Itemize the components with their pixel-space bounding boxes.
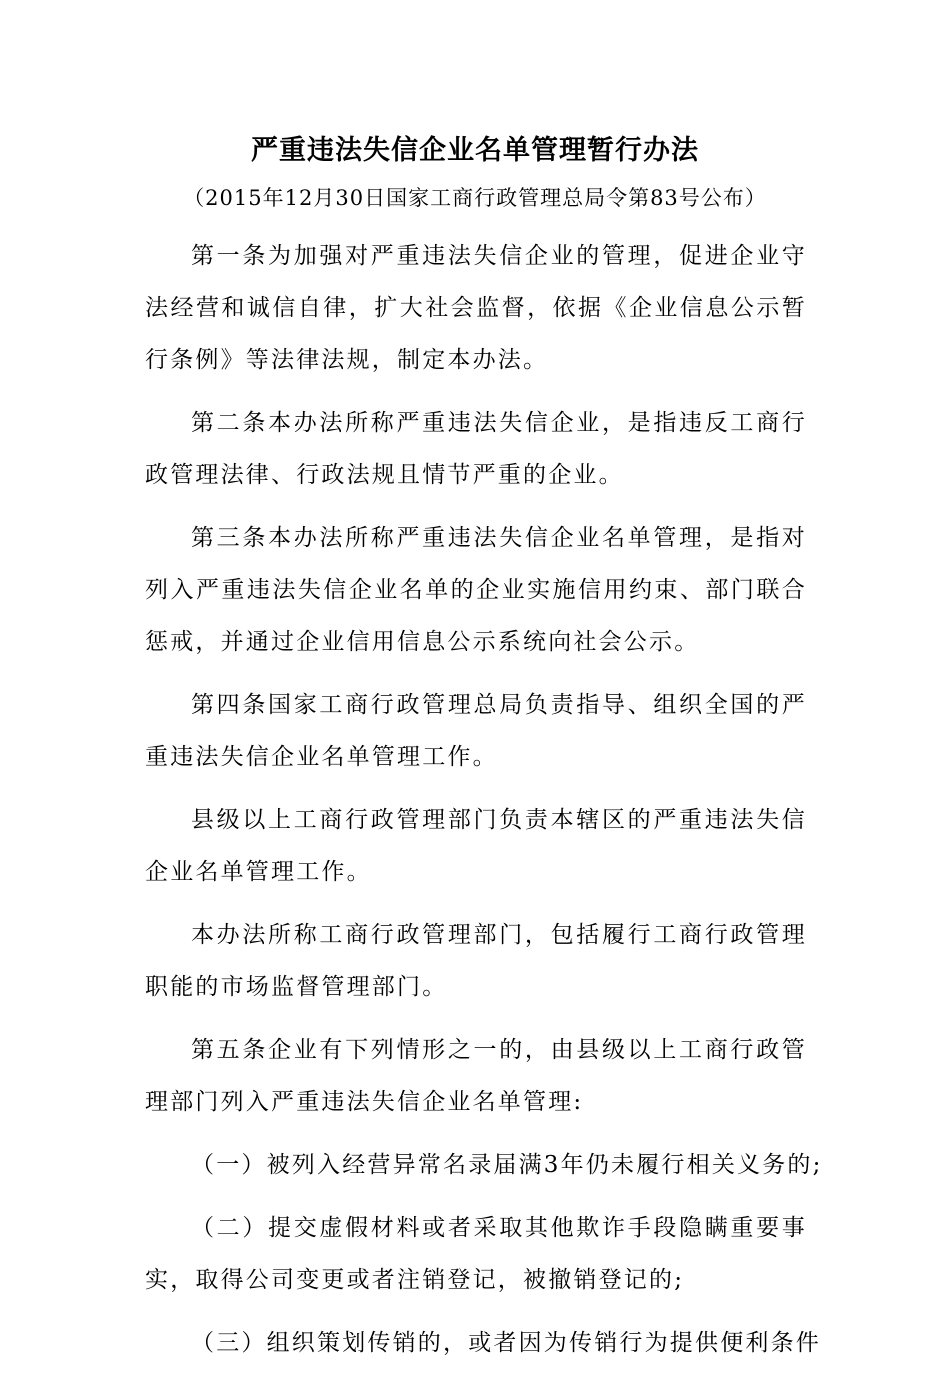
paragraph-article-4-county: 县级以上工商行政管理部门负责本辖区的严重违法失信企业名单管理工作。 (145, 807, 807, 885)
document-body (145, 230, 823, 1380)
document-title: 严重违法失信企业名单管理暂行办法 (251, 135, 699, 166)
paragraph-article-4: 第四条国家工商行政管理总局负责指导、组织全国的严重违法失信企业名单管理工作。 (145, 692, 807, 770)
paragraph-article-1: 第一条为加强对严重违法失信企业的管理，促进企业守法经营和诚信自律，扩大社会监督，依据《企业信息公示暂行条例》等法律法规，制定本办法。 (145, 243, 807, 373)
paragraph-article-2: 第二条本办法所称严重违法失信企业，是指违反工商行政管理法律、行政法规且情节严重的企业。 (145, 410, 807, 488)
paragraph-item-1: （一）被列入经营异常名录届满3年仍未履行相关义务的; (191, 1152, 823, 1178)
paragraph-item-2: （二）提交虚假材料或者采取其他欺诈手段隐瞒重要事实，取得公司变更或者注销登记，被撤销登记的; (145, 1215, 807, 1293)
paragraph-article-3: 第三条本办法所称严重违法失信企业名单管理，是指对列入严重违法失信企业名单的企业实施信用约束、部门联合惩戒，并通过企业信用信息公示系统向社会公示。 (145, 525, 807, 655)
paragraph-item-3: （三）组织策划传销的，或者因为传销行为提供便利条件 (191, 1330, 821, 1356)
document-subtitle: （2015年12月30日国家工商行政管理总局令第83号公布） (183, 186, 767, 210)
paragraph-article-4-definition: 本办法所称工商行政管理部门，包括履行工商行政管理职能的市场监督管理部门。 (145, 922, 807, 1000)
paragraph-article-5: 第五条企业有下列情形之一的，由县级以上工商行政管理部门列入严重违法失信企业名单管理: (145, 1037, 807, 1115)
